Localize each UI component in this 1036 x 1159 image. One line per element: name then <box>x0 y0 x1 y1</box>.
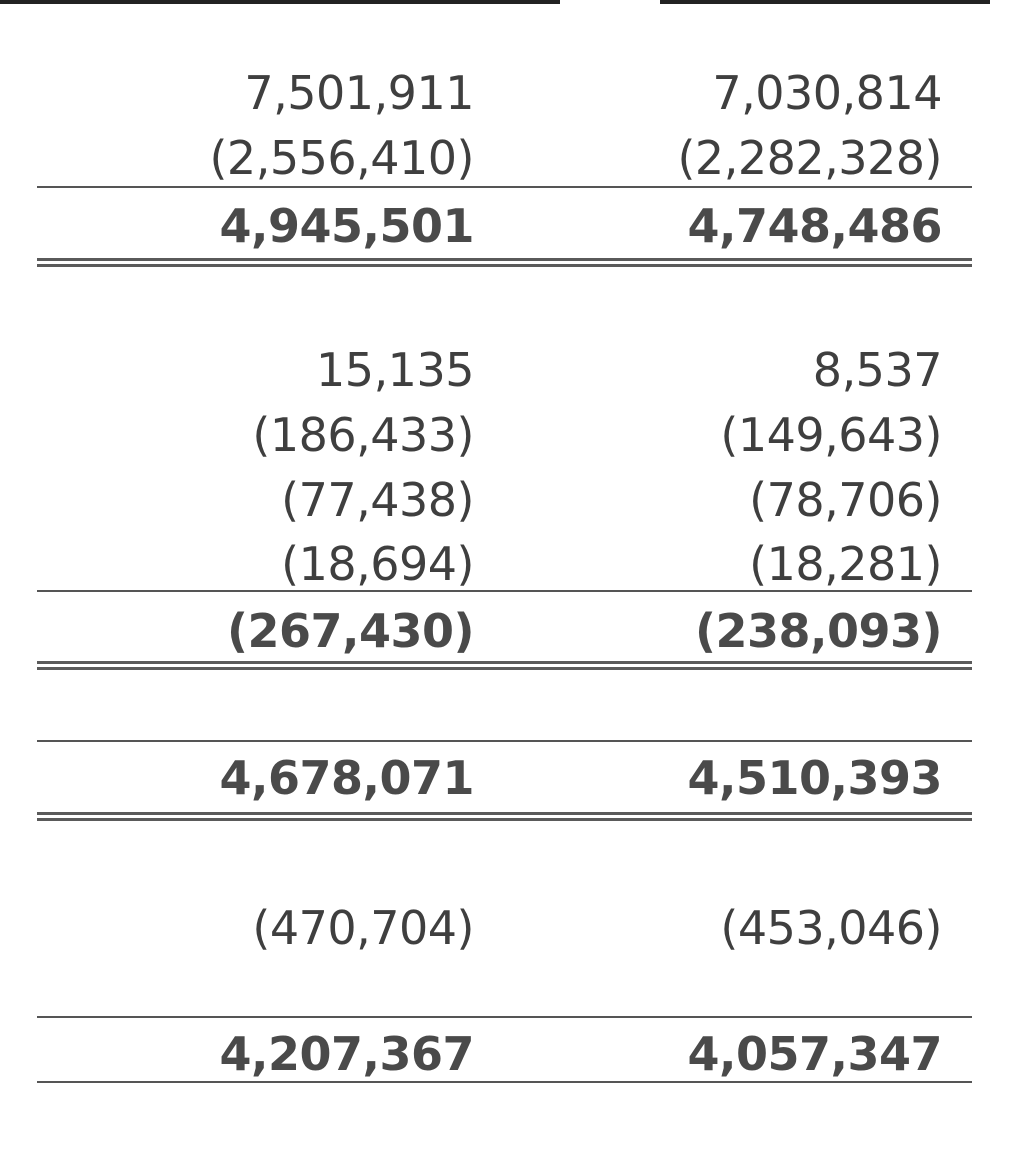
section1-total-col2: 4,748,486 <box>687 199 942 253</box>
section4-row1-col2: (453,046) <box>720 901 942 955</box>
section3-subtotal-rule <box>37 740 972 742</box>
section4-subtotal-rule <box>37 1016 972 1018</box>
section2-row4-col2: (18,281) <box>749 537 942 591</box>
section3-total-col2: 4,510,393 <box>687 751 942 805</box>
section4-total-col1: 4,207,367 <box>219 1027 474 1081</box>
section2-row1-col2: 8,537 <box>812 343 942 397</box>
section2-double-rule <box>37 661 972 670</box>
section2-row4-col1: (18,694) <box>281 537 474 591</box>
section2-total-col2: (238,093) <box>694 604 942 658</box>
top-rule-fragment-left <box>0 0 560 4</box>
section2-row3-col2: (78,706) <box>749 473 942 527</box>
section1-subtotal-rule <box>37 186 972 188</box>
section2-row3-col1: (77,438) <box>281 473 474 527</box>
section1-total-col1: 4,945,501 <box>219 199 474 253</box>
section1-row1-col2: 7,030,814 <box>712 66 942 120</box>
top-rule-fragment-right <box>660 0 990 4</box>
section1-row2-col2: (2,282,328) <box>677 131 942 185</box>
section2-subtotal-rule <box>37 590 972 592</box>
section1-double-rule <box>37 258 972 267</box>
section2-row2-col1: (186,433) <box>252 408 474 462</box>
section2-row2-col2: (149,643) <box>720 408 942 462</box>
section4-bottom-rule <box>37 1081 972 1083</box>
section2-total-col1: (267,430) <box>226 604 474 658</box>
section3-double-rule <box>37 812 972 821</box>
section2-row1-col1: 15,135 <box>316 343 474 397</box>
section1-row1-col1: 7,501,911 <box>244 66 474 120</box>
section1-row2-col1: (2,556,410) <box>209 131 474 185</box>
section3-total-col1: 4,678,071 <box>219 751 474 805</box>
section4-row1-col1: (470,704) <box>252 901 474 955</box>
section4-total-col2: 4,057,347 <box>687 1027 942 1081</box>
